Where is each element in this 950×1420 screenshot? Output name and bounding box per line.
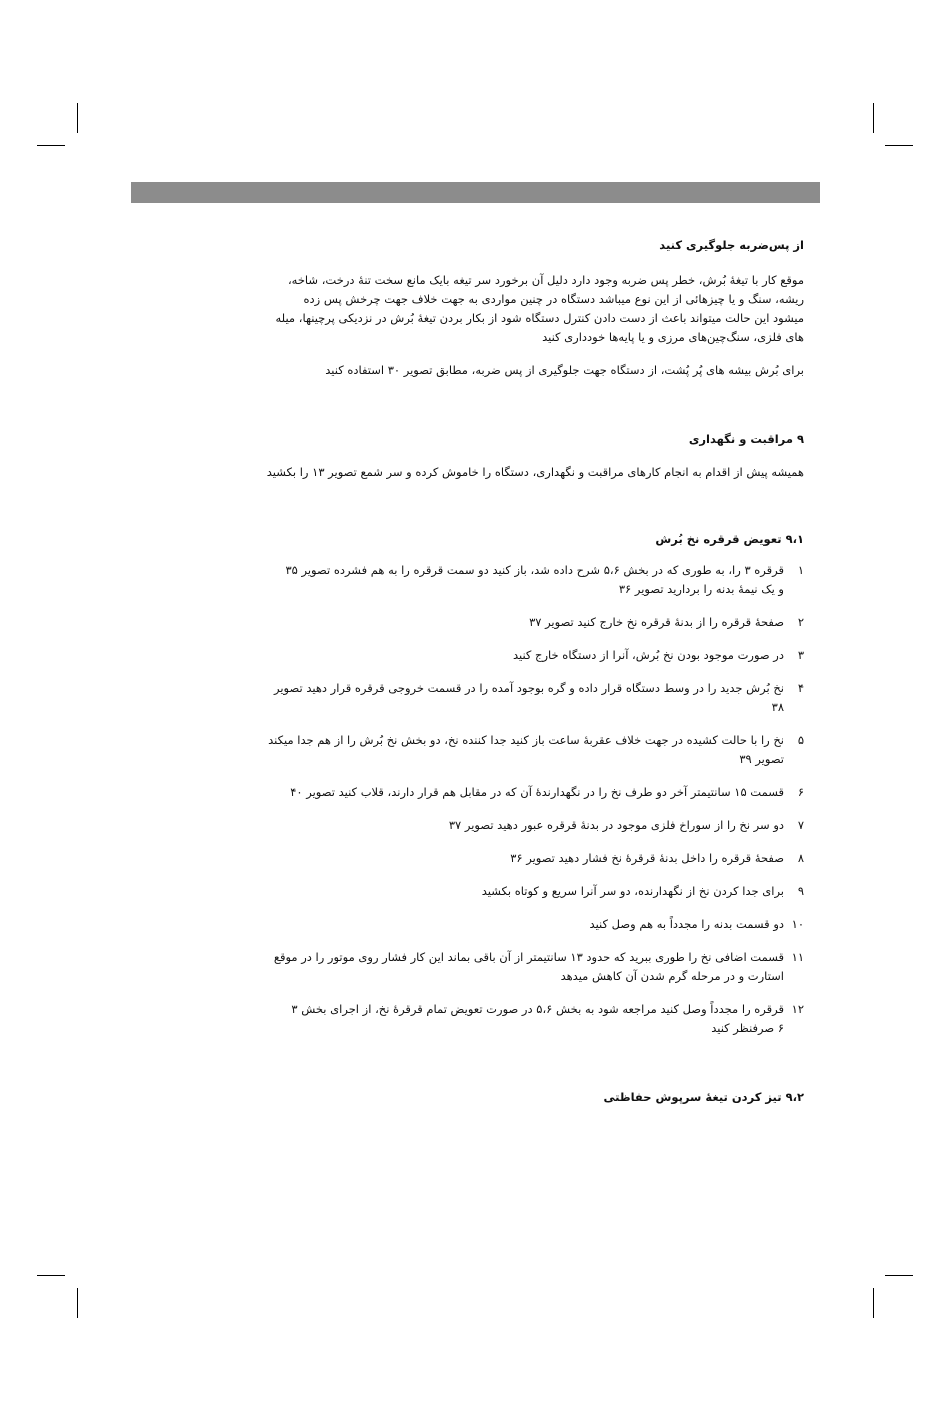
list-item-text bbox=[200, 679, 790, 717]
list-item bbox=[200, 816, 804, 835]
section-9-1-list bbox=[200, 561, 804, 1038]
list-item-text bbox=[200, 783, 790, 802]
text-line: صفحهٔ قرقره را داخل بدنهٔ قرقرهٔ نخ فشار دهید تصویر ۳۶ bbox=[510, 851, 784, 865]
list-item bbox=[200, 882, 804, 901]
text-line: میشود این حالت میتواند باعث از دست دادن کنترل دستگاه شود از بکار بردن تیغهٔ بُرش در نزدیکی پرچینها، میله bbox=[275, 311, 804, 325]
list-item-number: ۵ bbox=[797, 733, 804, 747]
crop-mark-bottom-left-vertical bbox=[77, 1288, 78, 1318]
text-line: استارت و در مرحله گرم شدن آن کاهش میدهد bbox=[560, 969, 784, 983]
list-item-number: ۶ bbox=[797, 785, 804, 799]
list-item-number: ۱۱ bbox=[791, 950, 804, 964]
text-line: های فلزی، سنگ‌چین‌های مرزی و یا پایه‌ها خودداری کنید bbox=[542, 330, 804, 344]
list-item-number: ۱ bbox=[797, 563, 804, 577]
list-item bbox=[200, 915, 804, 934]
list-item bbox=[200, 849, 804, 868]
list-item-number: ۱۰ bbox=[791, 917, 804, 931]
crop-mark-bottom-left-horizontal bbox=[37, 1275, 65, 1276]
text-line: و یک نیمهٔ بدنه را بردارید تصویر ۳۶ bbox=[618, 582, 784, 596]
text-line: نخ بُرش جدید را در وسط دستگاه قرار داده و گره بوجود آمده را در قسمت خروجی قرقره قرار دهید تصویر bbox=[274, 681, 784, 695]
kickback-note: برای بُرش بیشه های پُر پُشت، از دستگاه جهت جلوگیری از پس ضربه، مطابق تصویر ۳۰ استفاده کنید bbox=[325, 363, 804, 377]
list-item-number: ۲ bbox=[797, 615, 804, 629]
header-band bbox=[131, 182, 820, 203]
section-9-2-heading: ۹،۲ تیز کردن تیغهٔ سرپوش حفاظتی bbox=[603, 1090, 804, 1104]
text-line: قسمت ۱۵ سانتیمتر آخر دو طرف نخ را در نگهدارندهٔ آن که در مقابل هم قرار دارند، قلاب کنید تصویر ۴۰ bbox=[290, 785, 784, 799]
list-item-number: ۱۲ bbox=[791, 1002, 804, 1016]
list-item-text bbox=[200, 561, 790, 599]
crop-mark-top-left-vertical bbox=[77, 103, 78, 133]
text-line: دو سر نخ را از سوراخ فلزی موجود در بدنهٔ قرقره عبور دهید تصویر ۳۷ bbox=[448, 818, 784, 832]
crop-mark-top-right-horizontal bbox=[885, 145, 913, 146]
list-item bbox=[200, 783, 804, 802]
text-line: قسمت اضافی نخ را طوری ببرید که حدود ۱۳ سانتیمتر از آن باقی بماند این کار فشار روی موتور را در موقع bbox=[273, 950, 784, 964]
text-line: ریشه، سنگ و یا چیزهائی از این نوع میباشد دستگاه در چنین مواردی به جهت خلاف جهت چرخش پس زده bbox=[303, 292, 804, 306]
list-item-text bbox=[200, 915, 790, 934]
kickback-paragraph bbox=[200, 271, 804, 347]
text-line: ۶ صرفنظر کنید bbox=[711, 1021, 784, 1035]
crop-mark-bottom-right-horizontal bbox=[885, 1275, 913, 1276]
section-9-paragraph: همیشه پیش از اقدام به انجام کارهای مراقبت و نگهداری، دستگاه را خاموش کرده و سر شمع تصویر ۱۳ را بکشید bbox=[266, 465, 804, 479]
list-item-number: ۳ bbox=[797, 648, 804, 662]
list-item-text bbox=[200, 816, 790, 835]
list-item bbox=[200, 646, 804, 665]
text-line: نخ را با حالت کشیده در جهت خلاف عقربهٔ ساعت باز کنید جدا کننده نخ، دو بخش نخ بُرش را از هم جدا میکند bbox=[268, 733, 784, 747]
list-item bbox=[200, 731, 804, 769]
kickback-heading: از پس‌ضربه جلوگیری کنید bbox=[659, 238, 804, 252]
list-item-number: ۴ bbox=[797, 681, 804, 695]
text-line: موقع کار با تیغهٔ بُرش، خطر پس ضربه وجود دارد دلیل آن برخورد سر تیغه بایک مانع سخت تنهٔ درخت، شاخه، bbox=[287, 273, 804, 287]
list-item-text bbox=[200, 646, 790, 665]
list-item-number: ۷ bbox=[797, 818, 804, 832]
text-line: در صورت موجود بودن نخ بُرش، آنرا از دستگاه خارج کنید bbox=[512, 648, 784, 662]
list-item bbox=[200, 561, 804, 599]
list-item-number: ۸ bbox=[797, 851, 804, 865]
crop-mark-top-right-vertical bbox=[873, 103, 874, 133]
text-line: برای جدا کردن نخ از نگهدارنده، دو سر آنرا سریع و کوتاه بکشید bbox=[481, 884, 784, 898]
list-item bbox=[200, 1000, 804, 1038]
list-item-text bbox=[200, 882, 790, 901]
section-9-heading: ۹ مراقبت و نگهداری bbox=[688, 432, 804, 446]
text-line: تصویر ۳۹ bbox=[739, 752, 784, 766]
list-item-text bbox=[200, 731, 790, 769]
page-content bbox=[200, 236, 804, 1107]
list-item-text bbox=[200, 948, 790, 986]
list-item-text bbox=[200, 613, 790, 632]
list-item bbox=[200, 679, 804, 717]
text-line: قرقره ۳ را، به طوری که در بخش ۵،۶ شرح داده شد، باز کنید دو سمت قرقره را به هم فشرده تصویر ۳۵ bbox=[285, 563, 784, 577]
list-item bbox=[200, 613, 804, 632]
text-line: قرقره را مجدداً وصل کنید مراجعه شود به بخش ۵،۶ در صورت تعویض تمام قرقرهٔ نخ، از اجرای بخش ۳ bbox=[291, 1002, 784, 1016]
section-9-1-heading: ۹،۱ تعویض قرقره نخ بُرش bbox=[655, 532, 804, 546]
list-item-number: ۹ bbox=[797, 884, 804, 898]
list-item-text bbox=[200, 1000, 790, 1038]
text-line: دو قسمت بدنه را مجدداً به هم وصل کنید bbox=[589, 917, 784, 931]
crop-mark-top-left-horizontal bbox=[37, 145, 65, 146]
crop-mark-bottom-right-vertical bbox=[873, 1288, 874, 1318]
text-line: ۳۸ bbox=[771, 700, 784, 714]
list-item-text bbox=[200, 849, 790, 868]
text-line: صفحهٔ قرقره را از بدنهٔ قرقره نخ خارج کنید تصویر ۳۷ bbox=[529, 615, 784, 629]
list-item bbox=[200, 948, 804, 986]
